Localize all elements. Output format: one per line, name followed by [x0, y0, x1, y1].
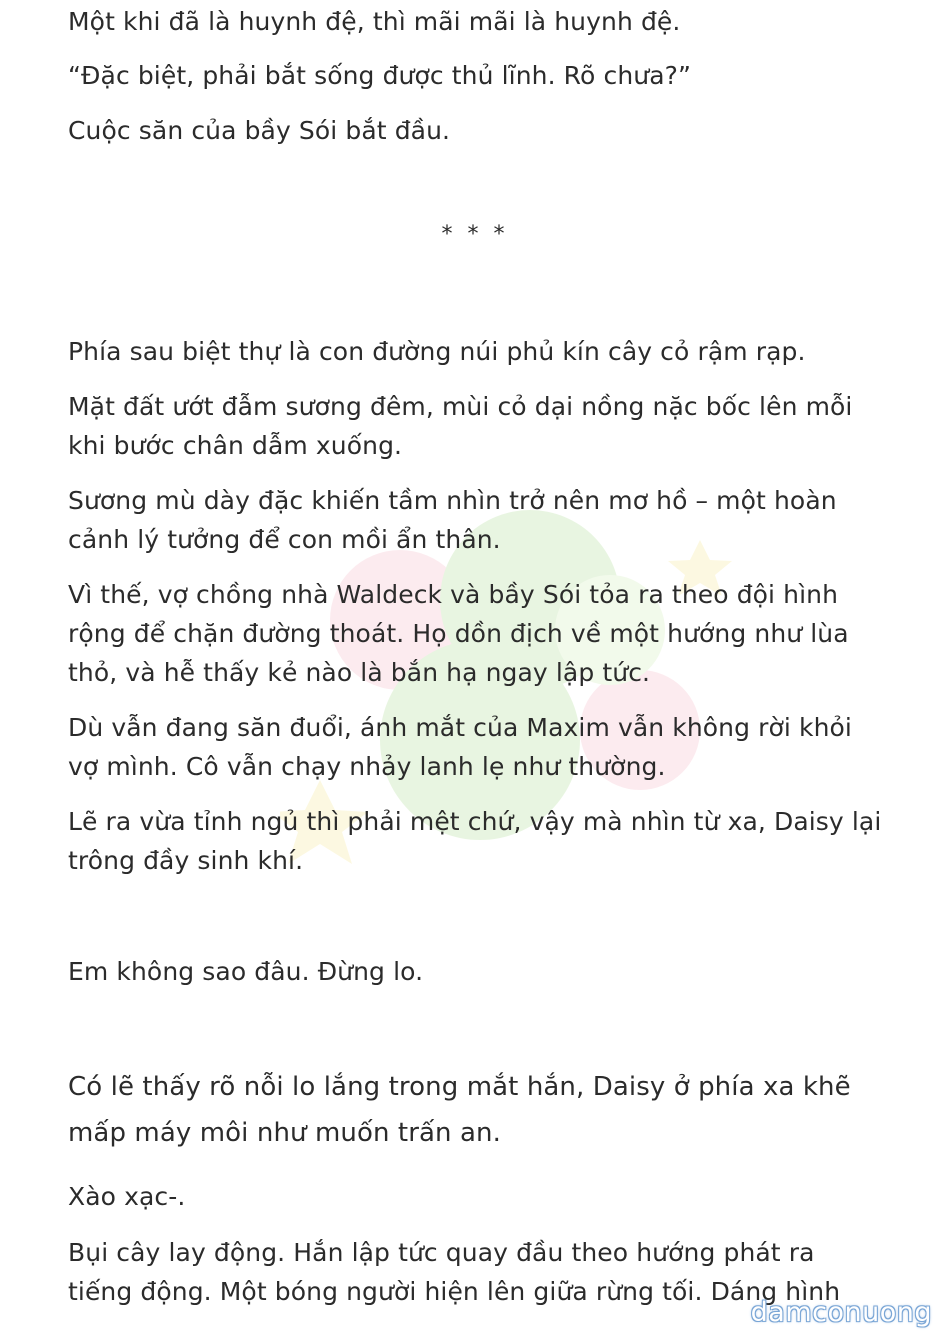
- paragraph-8: Dù vẫn đang săn đuổi, ánh mắt của Maxim vẫn không rời khỏi vợ mình. Cô vẫn chạy nhảy lanh lẹ như thường.: [68, 713, 852, 781]
- paragraph-1: Một khi đã là huynh đệ, thì mãi mãi là huynh đệ.: [68, 7, 681, 36]
- paragraph-4: Phía sau biệt thự là con đường núi phủ kín cây cỏ rậm rạp.: [68, 337, 806, 366]
- paragraph-9: Lẽ ra vừa tỉnh ngủ thì phải mệt chứ, vậy mà nhìn từ xa, Daisy lại trông đầy sinh khí.: [68, 807, 882, 875]
- scene-separator: * * *: [441, 222, 509, 247]
- paragraph-12: Xào xạc-.: [68, 1182, 186, 1211]
- paragraph-3: Cuộc săn của bầy Sói bắt đầu.: [68, 116, 451, 145]
- paragraph-13: Bụi cây lay động. Hắn lập tức quay đầu theo hướng phát ra tiếng động. Một bóng người hiện lên giữa rừng tối. Dáng hình: [68, 1238, 841, 1306]
- brand-watermark: damconuong: [750, 1297, 932, 1328]
- paragraph-10: Em không sao đâu. Đừng lo.: [68, 957, 424, 986]
- paragraph-2: “Đặc biệt, phải bắt sống được thủ lĩnh. Rõ chưa?”: [68, 61, 692, 90]
- paragraph-5: Mặt đất ướt đẫm sương đêm, mùi cỏ dại nồng nặc bốc lên mỗi khi bước chân dẫm xuống.: [68, 392, 853, 460]
- paragraph-11: Có lẽ thấy rõ nỗi lo lắng trong mắt hắn, Daisy ở phía xa khẽ mấp máy môi như muốn trấn an.: [68, 1072, 851, 1148]
- paragraph-7: Vì thế, vợ chồng nhà Waldeck và bầy Sói tỏa ra theo đội hình rộng để chặn đường thoát. Họ dồn địch về một hướng như lùa thỏ, và hễ thấy kẻ nào là bắn hạ ngay lập tức.: [68, 580, 849, 687]
- paragraph-6: Sương mù dày đặc khiến tầm nhìn trở nên mơ hồ – một hoàn cảnh lý tưởng để con mồi ẩn thân.: [68, 486, 837, 554]
